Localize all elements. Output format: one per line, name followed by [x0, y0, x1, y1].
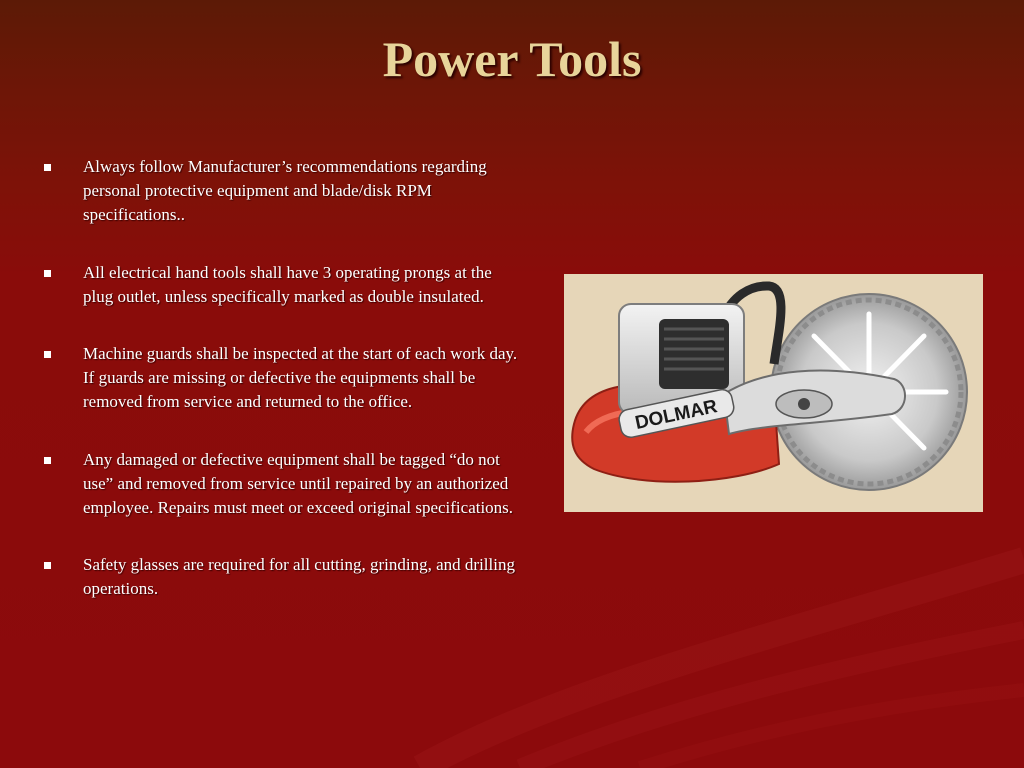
bullet-item: [40, 342, 520, 415]
bullet-text: All electrical hand tools shall have 3 operating prongs at the plug outlet, unless specifically marked as double insulated.: [83, 262, 492, 306]
square-bullet-icon: [44, 270, 51, 277]
bullet-item: [40, 553, 520, 601]
bullet-item: [40, 448, 520, 521]
cut-off-saw-photo: [564, 274, 983, 512]
bullet-text: Machine guards shall be inspected at the start of each work day. If guards are missing or defective the equipments shall be removed from service and returned to the office.: [83, 344, 518, 412]
brand-label: DOLMAR: [633, 396, 720, 434]
square-bullet-icon: [44, 457, 51, 464]
bullet-item: [40, 155, 520, 228]
square-bullet-icon: [44, 351, 51, 358]
bullet-list: [40, 155, 520, 635]
bullet-item: [40, 261, 520, 309]
bullet-text: Always follow Manufacturer’s recommendations regarding personal protective equipment and blade/disk RPM specifications..: [83, 157, 487, 225]
square-bullet-icon: [44, 562, 51, 569]
square-bullet-icon: [44, 164, 51, 171]
cut-off-saw-illustration: [564, 274, 983, 512]
bullet-text: Safety glasses are required for all cutting, grinding, and drilling operations.: [83, 555, 515, 599]
slide-title: Power Tools: [382, 31, 642, 87]
bullet-text: Any damaged or defective equipment shall be tagged “do not use” and removed from service until repaired by an authorized employee. Repairs must meet or exceed original specifications.: [83, 449, 514, 518]
